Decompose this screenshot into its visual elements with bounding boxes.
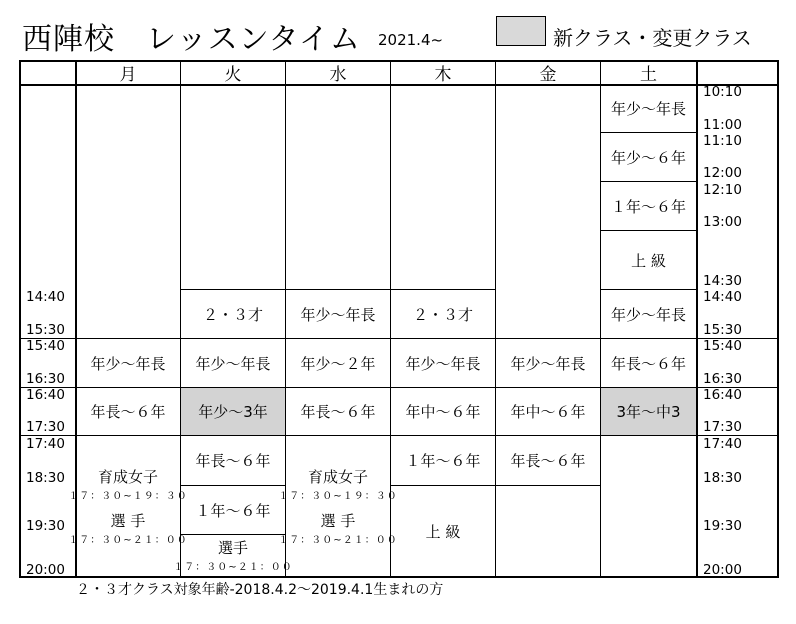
day-header-sat: 土 bbox=[640, 64, 657, 85]
class-cell bbox=[601, 231, 696, 289]
class-label: 年少～年長 bbox=[510, 354, 586, 373]
class-label: 年少～年長 bbox=[610, 100, 686, 118]
time-label: 11:10 bbox=[703, 133, 742, 149]
time-label: 12:00 bbox=[703, 165, 742, 181]
class-cell bbox=[278, 466, 398, 502]
class-time: １７：３０~２１：００ bbox=[278, 535, 398, 546]
time-label: 19:30 bbox=[26, 518, 65, 534]
class-label: 年長～６年 bbox=[90, 403, 166, 421]
class-cell bbox=[181, 436, 285, 485]
period-label: 2021.4~ bbox=[378, 31, 444, 49]
class-label: 年少～3年 bbox=[198, 403, 268, 421]
time-label: 15:30 bbox=[703, 322, 742, 338]
class-cell bbox=[286, 339, 390, 387]
time-label: 14:30 bbox=[703, 273, 742, 289]
class-cell-highlight bbox=[601, 388, 696, 435]
grid-border-bottom bbox=[19, 576, 779, 578]
class-cell bbox=[286, 388, 390, 435]
class-label: ２・３才 bbox=[412, 305, 473, 324]
time-label: 13:00 bbox=[703, 214, 742, 230]
class-cell bbox=[496, 388, 600, 435]
class-cell-highlight bbox=[181, 388, 285, 435]
class-label: 年長～６年 bbox=[195, 452, 271, 470]
time-label: 14:40 bbox=[26, 289, 65, 305]
time-label: 19:30 bbox=[703, 518, 742, 534]
class-time: １７：３０~２１：００ bbox=[173, 562, 293, 573]
legend-label: 新クラス・変更クラス bbox=[553, 26, 752, 50]
class-label: 選手 bbox=[217, 539, 248, 557]
legend-swatch bbox=[496, 16, 546, 46]
grid-border-left bbox=[19, 60, 21, 578]
class-label: 年少～２年 bbox=[300, 354, 376, 373]
class-label: ２・３才 bbox=[202, 305, 263, 324]
class-cell bbox=[181, 339, 285, 387]
class-label: １年～６年 bbox=[405, 452, 481, 470]
class-cell bbox=[601, 85, 696, 132]
col-sep bbox=[696, 60, 698, 578]
class-cell bbox=[286, 290, 390, 338]
page-title: 西陣校 レッスンタイム bbox=[22, 22, 361, 57]
class-cell bbox=[391, 486, 495, 576]
time-label: 15:40 bbox=[26, 338, 65, 354]
class-cell bbox=[601, 182, 696, 230]
class-cell bbox=[76, 388, 180, 435]
time-label: 17:40 bbox=[26, 436, 65, 452]
class-label: 年中～６年 bbox=[405, 403, 481, 421]
time-label: 18:30 bbox=[703, 470, 742, 486]
class-cell bbox=[391, 339, 495, 387]
class-cell bbox=[391, 388, 495, 435]
class-cell bbox=[278, 510, 398, 546]
time-label: 16:40 bbox=[703, 387, 742, 403]
class-cell bbox=[391, 436, 495, 485]
class-label: 上 級 bbox=[425, 522, 461, 541]
class-label: 年少～６年 bbox=[610, 148, 686, 167]
class-time: １７：３０~１９：３０ bbox=[278, 491, 398, 502]
class-cell bbox=[181, 290, 285, 338]
class-cell bbox=[601, 339, 696, 387]
class-label: 上 級 bbox=[631, 251, 666, 270]
day-header-wed: 水 bbox=[329, 64, 347, 85]
class-cell bbox=[601, 133, 696, 181]
class-label: 育成女子 bbox=[97, 468, 158, 486]
time-label: 20:00 bbox=[703, 562, 742, 578]
time-label: 12:10 bbox=[703, 182, 742, 198]
time-label: 16:40 bbox=[26, 387, 65, 403]
time-label: 17:40 bbox=[703, 436, 742, 452]
class-label: 年少～年長 bbox=[300, 305, 376, 324]
class-label: 年少～年長 bbox=[405, 354, 481, 373]
class-cell bbox=[173, 535, 293, 575]
class-cell bbox=[68, 510, 188, 546]
time-label: 20:00 bbox=[26, 562, 65, 578]
class-label: 年少～年長 bbox=[90, 354, 166, 373]
day-header-tue: 火 bbox=[224, 64, 242, 85]
day-header-mon: 月 bbox=[119, 64, 137, 85]
time-label: 18:30 bbox=[26, 470, 65, 486]
time-label: 14:40 bbox=[703, 289, 742, 305]
time-label: 16:30 bbox=[26, 371, 65, 387]
time-label: 17:30 bbox=[703, 419, 742, 435]
time-label: 10:10 bbox=[703, 84, 742, 100]
class-label: 年少～年長 bbox=[610, 305, 686, 324]
day-header-thu: 木 bbox=[434, 64, 452, 85]
class-label: 選 手 bbox=[320, 512, 356, 530]
class-label: 年中～６年 bbox=[510, 403, 586, 421]
class-label: 年長～６年 bbox=[510, 452, 586, 470]
time-label: 15:30 bbox=[26, 322, 65, 338]
class-label: 選 手 bbox=[110, 512, 146, 530]
day-header-fri: 金 bbox=[539, 64, 557, 85]
class-label: １年～６年 bbox=[610, 197, 686, 216]
class-label: １年～６年 bbox=[195, 501, 271, 520]
class-cell bbox=[76, 339, 180, 387]
class-cell bbox=[181, 486, 285, 534]
class-time: １７：３０~１９：３０ bbox=[68, 491, 188, 502]
class-cell bbox=[68, 466, 188, 502]
class-cell bbox=[601, 290, 696, 338]
class-cell bbox=[496, 436, 600, 485]
class-label: 3年～中3 bbox=[616, 403, 681, 421]
time-label: 15:40 bbox=[703, 338, 742, 354]
time-label: 16:30 bbox=[703, 371, 742, 387]
col-sep bbox=[495, 60, 496, 578]
time-label: 17:30 bbox=[26, 419, 65, 435]
class-label: 育成女子 bbox=[307, 468, 368, 486]
class-cell bbox=[496, 339, 600, 387]
time-label: 11:00 bbox=[703, 117, 742, 133]
grid-border-right bbox=[777, 60, 779, 578]
class-time: １７：３０~２１：００ bbox=[68, 535, 188, 546]
class-label: 年長～６年 bbox=[610, 354, 686, 373]
class-cell bbox=[391, 290, 495, 338]
class-label: 年長～６年 bbox=[300, 403, 376, 421]
class-label: 年少～年長 bbox=[195, 354, 271, 373]
footnote: ２・３才クラス対象年齢-2018.4.2～2019.4.1生まれの方 bbox=[76, 582, 444, 598]
